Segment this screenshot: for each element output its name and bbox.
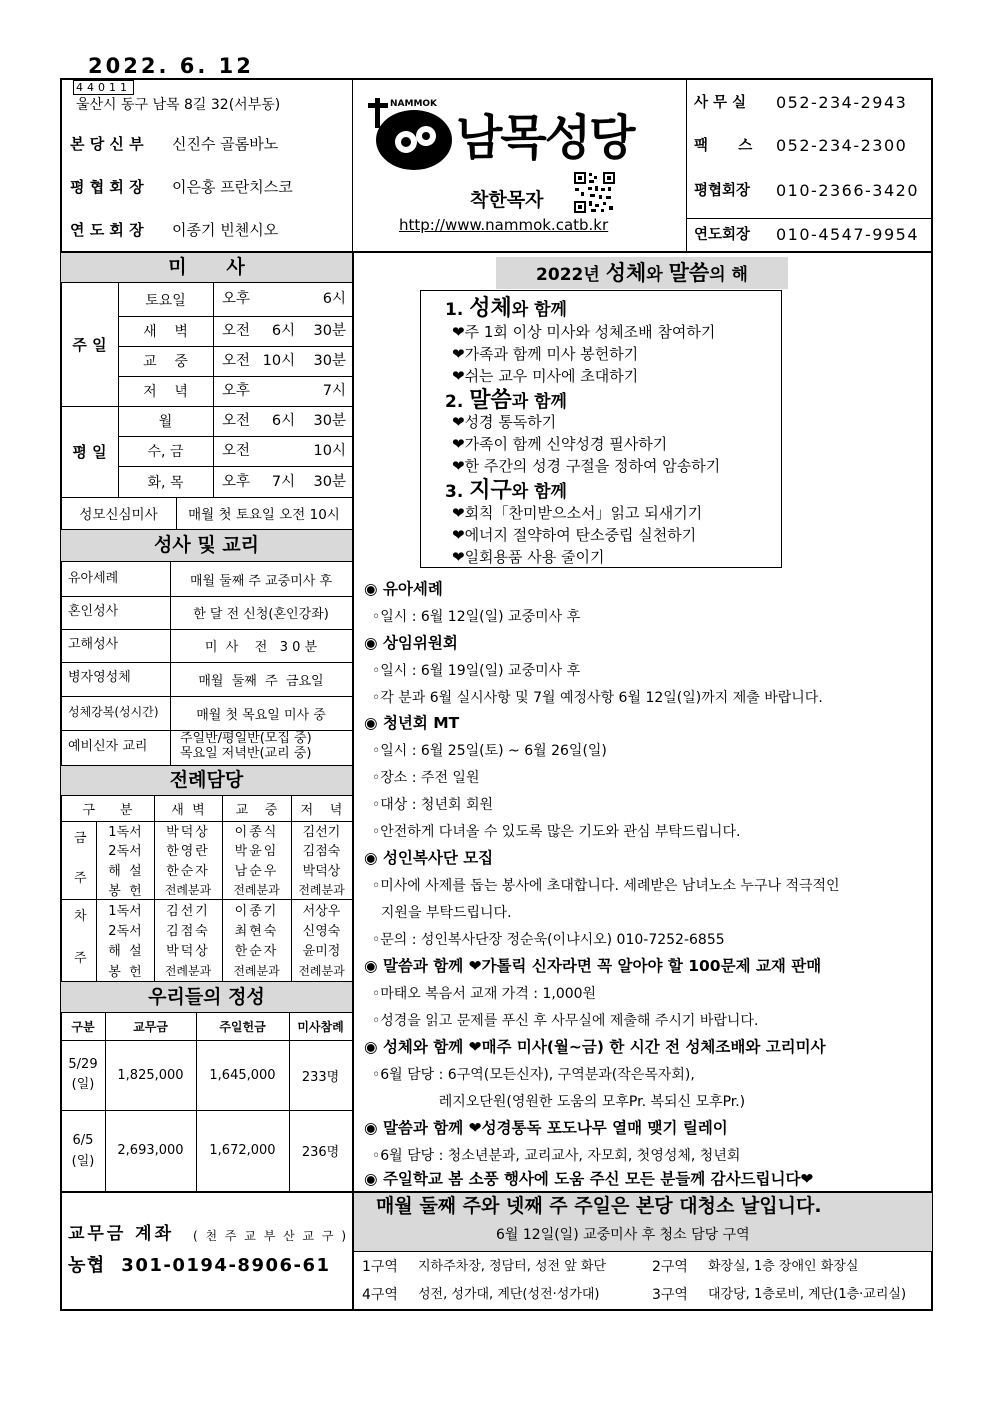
mass-time: 7시 30분 (271, 474, 346, 490)
notice-title: ◉ 청년회 MT (364, 714, 460, 732)
office-label: 사 무 실 (694, 95, 747, 111)
offering-dues: 2,693,000 (117, 1143, 184, 1158)
account-subtitle: ( 천 주 교 부 산 교 구 ) (193, 1229, 349, 1243)
zone-name: 3구역 (652, 1287, 688, 1303)
mass-day: 교 중 (143, 354, 188, 370)
weekday-label: 평 일 (72, 443, 107, 461)
sacraments-section-title: 성사 및 교리 (61, 529, 352, 562)
offerings-section-title: 우리들의 정성 (61, 981, 352, 1013)
sacrament-value-2: 목요일 저녁반(교리 중) (180, 746, 312, 761)
week-label: 금 (74, 831, 87, 846)
theme-word: 와 (646, 265, 669, 285)
notice-title: ◉ 주일학교 봄 소풍 행사에 도움 주신 모든 분들께 감사드립니다❤ (364, 1170, 814, 1188)
sacrament-value: 매월 첫 목요일 미사 중 (196, 707, 326, 723)
mass-day: 수, 금 (147, 444, 184, 460)
offering-date: 6/5 (72, 1132, 94, 1148)
zone-name: 2구역 (652, 1259, 688, 1275)
evening-person: 전례분과 (298, 882, 345, 897)
theme-item: ❤일회용품 사용 줄이기 (452, 548, 605, 566)
council-president-label: 평 협 회 장 (70, 178, 144, 196)
qr-code-icon (573, 171, 616, 214)
dawn-person: 김선기 (166, 903, 210, 919)
mass-ampm: 오전 (222, 443, 251, 459)
prayer-phone-label: 연도회장 (694, 227, 751, 243)
cleaning-title: 매월 둘째 주와 넷째 주 주일은 본당 대청소 날입니다. (376, 1195, 822, 1217)
sacrament-value: 매월 둘째 주 교중미사 후 (189, 573, 333, 589)
offering-day: (일) (71, 1076, 95, 1092)
notice-line: ◦일시 : 6월 19일(일) 교중미사 후 (372, 663, 581, 679)
zone-area: 지하주차장, 정담터, 성전 앞 화단 (418, 1259, 607, 1274)
dawn-person: 한순자 (166, 863, 210, 879)
logo-small-text: NAMMOK (390, 99, 438, 109)
offering-date: 5/29 (68, 1056, 98, 1072)
theme-banner (496, 257, 788, 289)
evening-person: 서상우 (302, 903, 341, 919)
week-label: 주 (74, 871, 87, 886)
liturgy-section-title: 전례담당 (61, 765, 352, 796)
evening-person: 김점숙 (302, 844, 341, 859)
address: 울산시 동구 남목 8길 32(서부동) (76, 97, 281, 113)
offering-attendance: 233명 (301, 1069, 340, 1085)
notice-title: ◉ 유아세례 (364, 580, 443, 598)
main-person: 한순자 (234, 944, 279, 959)
theme-item: ❤회칙「찬미받으소서」읽고 되새기기 (452, 504, 703, 522)
main-person: 이종식 (234, 825, 279, 840)
dawn-person: 전례분과 (164, 882, 212, 897)
zone-area: 성전, 성가대, 계단(성전·성가대) (418, 1287, 600, 1302)
offering-header: 구분 (71, 1020, 95, 1034)
theme-section-heading: 1. 성체와 함께 (445, 296, 567, 321)
council-president-name: 이은홍 프란치스코 (172, 178, 293, 196)
mass-day: 새 벽 (143, 324, 188, 340)
offering-header: 미사참례 (297, 1020, 344, 1034)
evening-person: 전례분과 (298, 964, 345, 978)
week-label: 차 (74, 909, 87, 924)
sacrament-value: 매월 둘째 주 금요일 (198, 673, 324, 689)
sacrament-label: 혼인성사 (68, 604, 119, 619)
evening-person: 김선기 (302, 825, 341, 840)
sacrament-label: 고해성사 (68, 637, 119, 652)
theme-word: 성체 (605, 261, 647, 285)
mass-ampm: 오후 (222, 474, 251, 490)
dawn-person: 박덕상 (166, 825, 210, 840)
theme-item: ❤주 1회 이상 미사와 성체조배 참여하기 (452, 323, 716, 341)
notice-title: ◉ 성체와 함께 ❤매주 미사(월~금) 한 시간 전 성체조배와 고리미사 (364, 1038, 826, 1056)
sacrament-value: 한 달 전 신청(혼인강좌) (193, 607, 329, 622)
role: 2독서 (108, 923, 142, 939)
theme-year: 2022년 (536, 265, 606, 285)
prayer-president-name: 이종기 빈첸시오 (172, 221, 279, 239)
notice-line: ◦마태오 복음서 교재 가격 : 1,000원 (372, 986, 597, 1002)
prayer-president-label: 연 도 회 장 (70, 221, 144, 239)
notice-line: 레지오단원(영원한 도움의 모후Pr. 복되신 모후Pr.) (372, 1094, 746, 1110)
notice-line: ◦일시 : 6월 25일(토) ~ 6월 26일(일) (372, 743, 607, 759)
sacrament-label: 예비신자 교리 (68, 739, 148, 754)
notice-line: ◦성경을 읽고 문제를 푸신 후 사무실에 제출해 주시기 바랍니다. (372, 1013, 759, 1029)
account-title: 교무금 계좌 (68, 1224, 175, 1244)
mass-day: 화, 목 (147, 474, 184, 491)
fax-number: 052-234-2300 (776, 136, 908, 155)
main-person: 남순우 (234, 863, 279, 879)
sacrament-label: 유아세례 (68, 571, 119, 586)
dawn-person: 김점숙 (166, 923, 210, 939)
mass-day: 토요일 (145, 292, 186, 309)
notice-title: ◉ 성인복사단 모집 (364, 849, 494, 867)
prayer-phone: 010-4547-9954 (776, 225, 920, 244)
zone-area: 화장실, 1층 장애인 화장실 (708, 1259, 859, 1274)
main-person: 전례분과 (233, 964, 280, 978)
theme-item: ❤한 주간의 성경 구절을 정하여 암송하기 (452, 457, 721, 475)
role: 2독서 (108, 844, 142, 859)
main-person: 최현숙 (234, 923, 279, 939)
notice-line: ◦6월 담당 : 6구역(모든신자), 구역분과(작은목자회), (372, 1067, 695, 1083)
notice-line: ◦미사에 사제를 돕는 봉사에 초대합니다. 세례받은 남녀노소 누구나 적극적인 (372, 878, 840, 894)
mass-time: 7시 (322, 383, 346, 399)
mass-day: 저 녁 (143, 384, 188, 400)
sunday-label: 주 일 (72, 336, 107, 354)
evening-person: 박덕상 (302, 863, 341, 879)
sacrament-value: 주일반/평일반(모집 중) (180, 731, 312, 746)
dawn-person: 전례분과 (164, 964, 212, 978)
notice-line: ◦일시 : 6월 12일(일) 교중미사 후 (372, 609, 581, 625)
sacrament-label: 성체강복(성시간) (68, 705, 159, 719)
office-phone: 052-234-2943 (776, 93, 908, 112)
pastor-label: 본 당 신 부 (70, 135, 144, 153)
notice-title: ◉ 말씀과 함께 ❤성경통독 포도나무 열매 맺기 릴레이 (364, 1119, 728, 1137)
liturgy-header: 저 녁 (300, 803, 343, 818)
offering-header: 주일헌금 (219, 1020, 266, 1034)
mass-ampm: 오전 (222, 323, 251, 339)
mass-section-title: 미 사 (61, 252, 352, 283)
week-label: 주 (74, 951, 87, 966)
offering-header: 교무금 (133, 1020, 168, 1034)
role: 봉 헌 (108, 883, 142, 899)
council-phone: 010-2366-3420 (776, 181, 920, 200)
notice-line: ◦대상 : 청년회 회원 (372, 797, 493, 813)
account-number: 농협 301-0194-8906-61 (68, 1255, 331, 1276)
role: 봉 헌 (108, 965, 142, 980)
main-person: 박윤임 (234, 844, 279, 859)
church-logo (366, 92, 676, 182)
pastor-name: 신진수 골롬바노 (172, 135, 279, 153)
notice-line: ◦문의 : 성인복사단장 정순욱(이냐시오) 010-7252-6855 (372, 932, 725, 948)
theme-section-heading: 2. 말씀과 함께 (445, 388, 567, 413)
zone-area: 대강당, 1층로비, 계단(1층·교리실) (708, 1287, 907, 1302)
theme-word: 의 해 (709, 265, 748, 285)
theme-item: ❤가족과 함께 미사 봉헌하기 (452, 345, 639, 363)
mass-ampm: 오후 (222, 291, 251, 307)
logo-title: 남목성당 (456, 110, 634, 166)
notice-line: 지원을 부탁드립니다. (372, 905, 512, 921)
postal-code: 44011 (73, 80, 134, 95)
bulletin-date: 2022. 6. 12 (88, 54, 254, 78)
cleaning-subtitle: 6월 12일(일) 교중미사 후 청소 담당 구역 (496, 1227, 750, 1243)
theme-word: 말씀 (668, 261, 710, 285)
role: 1독서 (108, 825, 142, 840)
theme-item: ❤쉬는 교우 미사에 초대하기 (452, 367, 639, 385)
mass-time: 10시 (313, 443, 346, 459)
notice-title: ◉ 말씀과 함께 ❤가톨릭 신자라면 꼭 알아야 할 100문제 교재 판매 (364, 957, 822, 975)
dawn-person: 박덕상 (166, 944, 210, 959)
main-person: 전례분과 (233, 882, 280, 897)
mass-day: 월 (158, 414, 173, 430)
offering-attendance: 236명 (301, 1145, 340, 1160)
role: 해 설 (108, 863, 142, 879)
evening-person: 신영숙 (302, 923, 341, 939)
liturgy-header: 교 중 (235, 803, 278, 818)
mass-time: 6시 (322, 291, 346, 307)
slogan: 착한목자 (470, 189, 544, 211)
council-phone-label: 평협회장 (694, 183, 751, 199)
dawn-person: 한영란 (166, 844, 210, 859)
offering-collection: 1,645,000 (209, 1067, 276, 1083)
mass-ampm: 오후 (222, 383, 251, 399)
offering-day: (일) (71, 1153, 95, 1169)
sacrament-value: 미 사 전 3 0 분 (204, 640, 318, 655)
offering-dues: 1,825,000 (117, 1067, 184, 1083)
notice-line: ◦6월 담당 : 청소년분과, 교리교사, 자모회, 첫영성체, 청년회 (372, 1148, 741, 1164)
theme-item: ❤가족이 함께 신약성경 필사하기 (452, 435, 668, 453)
main-person: 이종기 (234, 903, 279, 919)
role: 1독서 (108, 903, 142, 919)
notice-line: ◦각 분과 6월 실시사항 및 7월 예정사항 6월 12일(일)까지 제출 바랍니다. (372, 690, 823, 706)
liturgy-header: 새 벽 (171, 803, 205, 818)
mass-ampm: 오전 (222, 353, 251, 369)
evening-person: 윤미정 (302, 944, 341, 959)
mass-time: 10시 30분 (262, 353, 346, 369)
website-link[interactable]: http://www.nammok.catb.kr (399, 216, 609, 234)
zone-name: 4구역 (362, 1287, 398, 1303)
zone-name: 1구역 (362, 1259, 398, 1275)
fax-label: 팩 스 (694, 138, 753, 154)
theme-item: ❤에너지 절약하여 탄소중립 실천하기 (452, 526, 697, 544)
mass-time: 6시 30분 (271, 413, 346, 429)
liturgy-header: 구 분 (82, 803, 133, 818)
devotion-mass-value: 매월 첫 토요일 오전 10시 (188, 507, 340, 523)
theme-section-heading: 3. 지구와 함께 (445, 478, 567, 503)
notice-line: ◦안전하게 다녀올 수 있도록 많은 기도와 관심 부탁드립니다. (372, 824, 741, 840)
theme-item: ❤성경 통독하기 (452, 413, 557, 431)
mass-time: 6시 30분 (271, 323, 346, 339)
devotion-mass-label: 성모신심미사 (79, 507, 158, 523)
mass-ampm: 오전 (222, 413, 251, 429)
notice-title: ◉ 상임위원회 (364, 634, 458, 652)
sacrament-label: 병자영성체 (68, 670, 131, 685)
notice-line: ◦장소 : 주전 일원 (372, 770, 480, 786)
offering-collection: 1,672,000 (209, 1143, 276, 1158)
role: 해 설 (108, 944, 142, 959)
